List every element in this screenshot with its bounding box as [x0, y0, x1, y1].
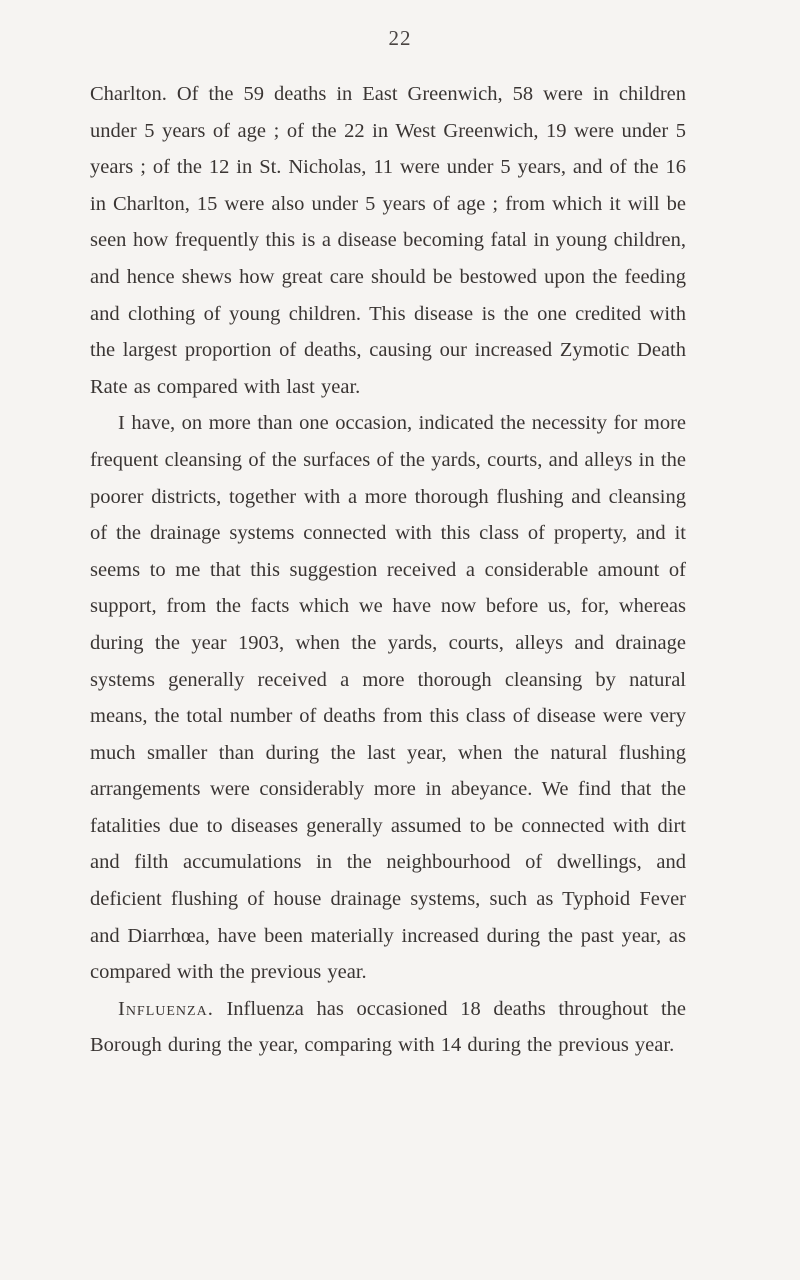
body-text	[90, 76, 686, 1064]
paragraph-influenza	[90, 991, 686, 1064]
paragraph-deaths-by-district: Charlton. Of the 59 deaths in East Greenwich, 58 were in children under 5 years of age ; of the 22 in West Greenwich, 19 were under 5 years ; of the 12 in St. Nicholas, 11 were under 5 years, and of the 16 in Charlton, 15 were also under 5 years of age ; from which it will be seen how frequently this is a disease becoming fatal in young children, and hence shews how great care should be bestowed upon the feeding and clothing of young children. This disease is the one credited with the largest proportion of deaths, causing our increased Zymotic Death Rate as compared with last year.	[90, 83, 686, 398]
influenza-heading: Influenza.	[118, 997, 214, 1020]
page-number: 22	[388, 26, 412, 50]
influenza-body: Influenza has occasioned 18 deaths throughout the Borough during the year, comparing with 14 during the previous year.	[90, 997, 686, 1057]
paragraph-cleansing-recommendation: I have, on more than one occasion, indicated the necessity for more frequent cleansing of the surfaces of the yards, courts, and alleys in the poorer districts, together with a more thorough flushing and cleansing of the drainage systems connected with this class of property, and it seems to me that this suggestion received a considerable amount of support, from the facts which we have now before us, for, whereas during the year 1903, when the yards, courts, alleys and drainage systems generally received a more thorough cleansing by natural means, the total number of deaths from this class of disease were very much smaller than during the last year, when the natural flushing arrangements were considerably more in abeyance. We find that the fatalities due to diseases generally assumed to be connected with dirt and filth accumulations in the neighbourhood of dwellings, and deficient flushing of house drainage systems, such as Typhoid Fever and Diarrhœa, have been materially increased during the past year, as compared with the previous year.	[90, 412, 686, 984]
